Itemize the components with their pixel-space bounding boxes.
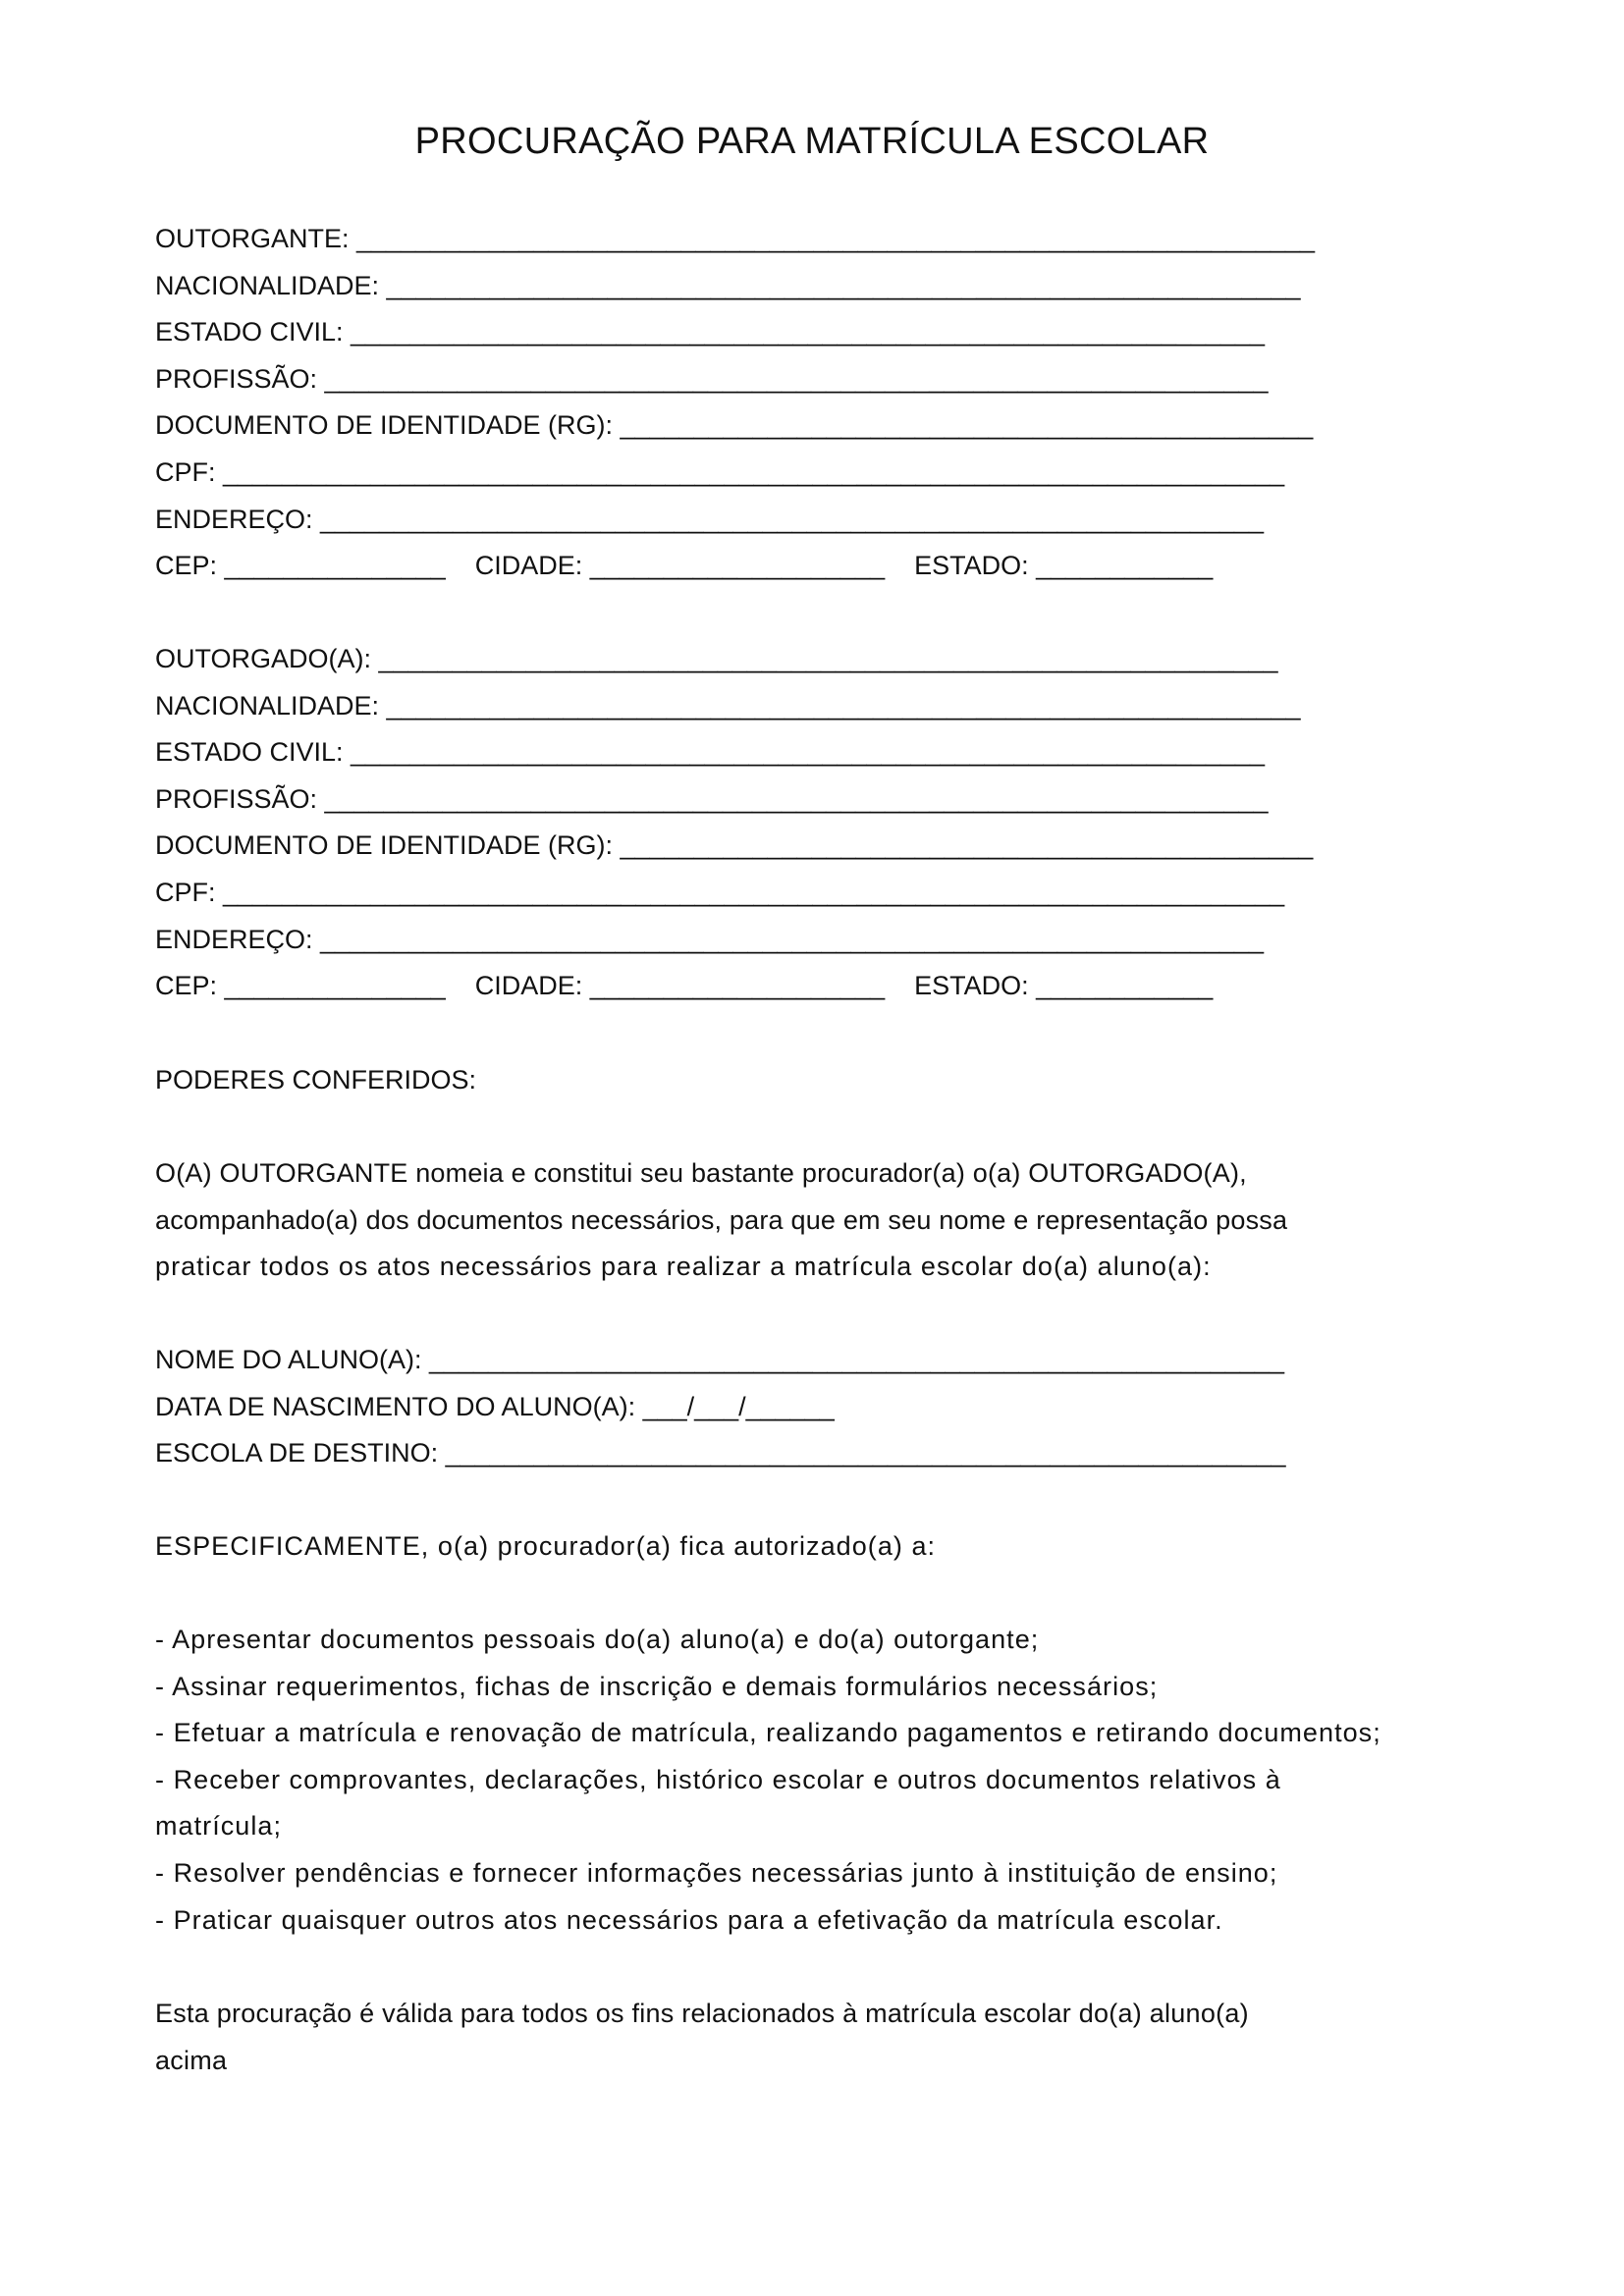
list-item: - Efetuar a matrícula e renovação de matrícula, realizando pagamentos e retirando documentos;	[155, 1718, 1381, 1748]
outorgado-section	[155, 636, 1471, 1010]
list-item: - Apresentar documentos pessoais do(a) aluno(a) e do(a) outorgante;	[155, 1625, 1040, 1654]
validade-line: acima	[155, 2045, 228, 2075]
especificamente-heading: ESPECIFICAMENTE, o(a) procurador(a) fica autorizado(a) a:	[155, 1531, 937, 1561]
list-item: - Assinar requerimentos, fichas de inscrição e demais formulários necessários;	[155, 1671, 1159, 1701]
especificamente-list	[155, 1617, 1471, 1944]
outorgado-cep-city-state-field[interactable]: CEP: _______________ CIDADE: ____________________ ESTADO: ____________	[155, 971, 1214, 1001]
student-name-field[interactable]: NOME DO ALUNO(A): __________________________________________________________	[155, 1345, 1284, 1374]
poderes-line: praticar todos os atos necessários para realizar a matrícula escolar do(a) aluno(a):	[155, 1252, 1212, 1282]
outorgante-profession-field[interactable]: PROFISSÃO: ________________________________________________________________	[155, 363, 1269, 394]
outorgante-name-field[interactable]: OUTORGANTE: _________________________________________________________________	[155, 224, 1316, 253]
outorgante-rg-field[interactable]: DOCUMENTO DE IDENTIDADE (RG): _______________________________________________	[155, 410, 1314, 441]
aluno-section	[155, 1337, 1471, 1477]
outorgante-address-field[interactable]: ENDEREÇO: ________________________________________________________________	[155, 504, 1265, 534]
list-item: - Resolver pendências e fornecer informações necessárias junto à instituição de ensino;	[155, 1857, 1278, 1888]
destination-school-field[interactable]: ESCOLA DE DESTINO: _________________________________________________________	[155, 1438, 1286, 1468]
outorgante-nationality-field[interactable]: NACIONALIDADE: ______________________________________________________________	[155, 270, 1301, 300]
poderes-paragraph	[155, 1150, 1471, 1291]
list-item: matrícula;	[155, 1811, 283, 1842]
outorgante-section	[155, 216, 1471, 590]
outorgado-nationality-field[interactable]: NACIONALIDADE: ______________________________________________________________	[155, 690, 1301, 721]
validade-line: Esta procuração é válida para todos os fins relacionados à matrícula escolar do(a) aluno(a)	[155, 1999, 1249, 2028]
validade-paragraph	[155, 1991, 1471, 2084]
list-item: - Praticar quaisquer outros atos necessários para a efetivação da matrícula escolar.	[155, 1904, 1223, 1935]
list-item: - Receber comprovantes, declarações, histórico escolar e outros documentos relativos à	[155, 1764, 1281, 1794]
outorgado-marital-status-field[interactable]: ESTADO CIVIL: ______________________________________________________________	[155, 737, 1266, 768]
poderes-line: acompanhado(a) dos documentos necessários, para que em seu nome e representação possa	[155, 1204, 1288, 1235]
outorgado-name-field[interactable]: OUTORGADO(A): _____________________________________________________________	[155, 644, 1278, 673]
outorgado-address-field[interactable]: ENDEREÇO: ________________________________________________________________	[155, 924, 1265, 954]
poderes-heading: PODERES CONFERIDOS:	[155, 1065, 477, 1095]
outorgado-cpf-field[interactable]: CPF: ________________________________________________________________________	[155, 877, 1285, 907]
outorgante-cpf-field[interactable]: CPF: ________________________________________________________________________	[155, 456, 1285, 487]
poderes-heading-block	[155, 1057, 1471, 1104]
document-title: PROCURAÇÃO PARA MATRÍCULA ESCOLAR	[414, 121, 1210, 162]
outorgado-profession-field[interactable]: PROFISSÃO: ________________________________________________________________	[155, 783, 1269, 814]
student-birthdate-field[interactable]: DATA DE NASCIMENTO DO ALUNO(A): ___/___/______	[155, 1391, 835, 1421]
outorgado-rg-field[interactable]: DOCUMENTO DE IDENTIDADE (RG): _______________________________________________	[155, 830, 1314, 861]
poderes-line: O(A) OUTORGANTE nomeia e constitui seu bastante procurador(a) o(a) OUTORGADO(A),	[155, 1158, 1247, 1188]
outorgante-marital-status-field[interactable]: ESTADO CIVIL: ______________________________________________________________	[155, 317, 1266, 347]
outorgante-cep-city-state-field[interactable]: CEP: _______________ CIDADE: ____________________ ESTADO: ____________	[155, 551, 1214, 581]
especificamente-heading-block	[155, 1523, 1471, 1571]
